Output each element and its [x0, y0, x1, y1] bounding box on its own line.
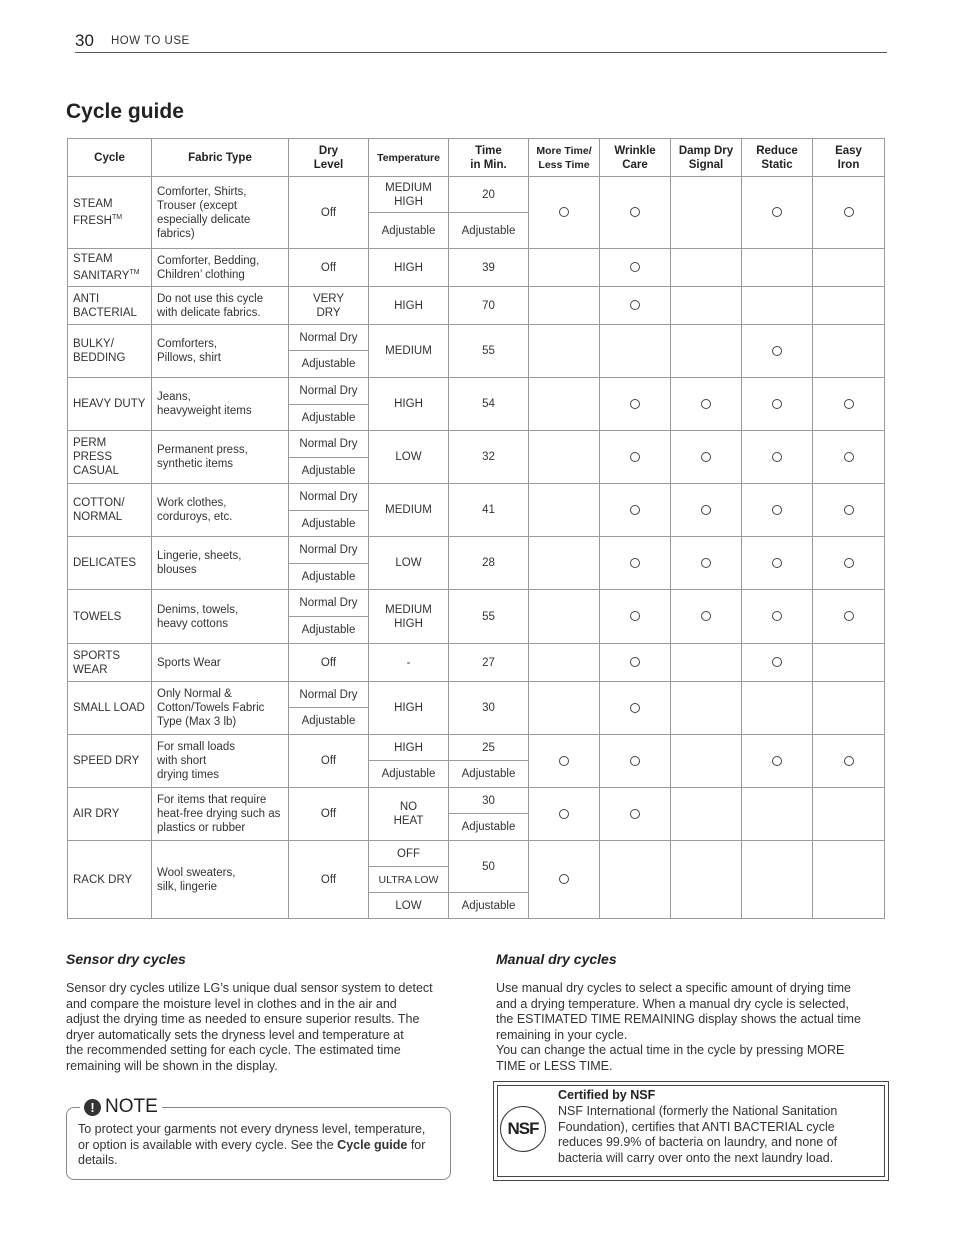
option-cell — [600, 431, 671, 484]
time-cell: 41 — [449, 484, 529, 537]
option-cell — [529, 378, 600, 431]
time-cell: Adjustable — [449, 814, 529, 841]
temperature-cell: HIGH — [369, 378, 449, 431]
option-available-icon — [844, 558, 854, 568]
option-cell — [813, 590, 885, 644]
option-cell — [671, 788, 742, 841]
option-cell — [671, 841, 742, 919]
table-row — [68, 378, 885, 405]
option-cell — [600, 735, 671, 788]
table-row — [68, 788, 885, 814]
temperature-cell: ULTRA LOW — [369, 867, 449, 893]
dry-level-cell: Off — [289, 249, 369, 287]
temperature-cell: LOW — [369, 537, 449, 590]
option-cell — [671, 537, 742, 590]
table-row — [68, 590, 885, 617]
cycle-cell: SPEED DRY — [68, 735, 152, 788]
option-cell — [671, 378, 742, 431]
option-cell — [742, 431, 813, 484]
nsf-text: NSF International (formerly the National Sanitation Foundation), certifies that ANTI BACTERIAL cycle reduces 99.9% of bacteria on laundry, and none of bacteria will carry over onto the next laundry load. — [558, 1104, 838, 1165]
option-cell — [671, 590, 742, 644]
time-cell: 25 — [449, 735, 529, 761]
cycle-cell: BULKY/ BEDDING — [68, 325, 152, 378]
option-cell — [813, 788, 885, 841]
temperature-cell: - — [369, 644, 449, 682]
warning-icon: ! — [84, 1099, 101, 1116]
option-available-icon — [630, 505, 640, 515]
table-row — [68, 325, 885, 351]
option-available-icon — [701, 452, 711, 462]
option-cell — [600, 841, 671, 919]
option-available-icon — [701, 611, 711, 621]
option-available-icon — [701, 558, 711, 568]
option-cell — [671, 735, 742, 788]
option-cell — [600, 177, 671, 249]
fabric-cell: Wool sweaters, silk, lingerie — [152, 841, 289, 919]
time-cell: 70 — [449, 287, 529, 325]
option-cell — [742, 682, 813, 735]
option-cell — [742, 325, 813, 378]
option-cell — [529, 484, 600, 537]
page-title: Cycle guide — [66, 100, 184, 123]
temperature-cell: MEDIUM HIGH — [369, 177, 449, 213]
option-cell — [529, 590, 600, 644]
option-cell — [742, 644, 813, 682]
option-available-icon — [844, 611, 854, 621]
option-cell — [529, 177, 600, 249]
note-title — [80, 1096, 162, 1118]
option-available-icon — [772, 452, 782, 462]
option-cell — [671, 484, 742, 537]
fabric-cell: Denims, towels, heavy cottons — [152, 590, 289, 644]
dry-level-cell: Adjustable — [289, 351, 369, 378]
option-cell — [813, 841, 885, 919]
dry-level-cell: Adjustable — [289, 458, 369, 484]
option-cell — [671, 644, 742, 682]
cycle-cell: AIR DRY — [68, 788, 152, 841]
header-rule — [75, 52, 887, 53]
dry-level-cell: Normal Dry — [289, 378, 369, 405]
dry-level-cell: Off — [289, 735, 369, 788]
dry-level-cell: Off — [289, 644, 369, 682]
manual-heading: Manual dry cycles — [496, 951, 617, 967]
option-available-icon — [844, 452, 854, 462]
option-available-icon — [701, 399, 711, 409]
fabric-cell: Lingerie, sheets, blouses — [152, 537, 289, 590]
dry-level-cell: Off — [289, 177, 369, 249]
option-available-icon — [630, 756, 640, 766]
option-cell — [529, 431, 600, 484]
option-available-icon — [701, 505, 711, 515]
option-available-icon — [630, 703, 640, 713]
header-easy-iron: Easy Iron — [813, 139, 885, 177]
table-row — [68, 537, 885, 564]
option-cell — [813, 325, 885, 378]
option-cell — [813, 431, 885, 484]
cycle-cell: PERM PRESS CASUAL — [68, 431, 152, 484]
fabric-cell: For items that require heat-free drying such as plastics or rubber — [152, 788, 289, 841]
time-cell: 28 — [449, 537, 529, 590]
header-temperature: Temperature — [369, 139, 449, 177]
temperature-cell: HIGH — [369, 735, 449, 761]
nsf-logo-icon: NSF — [500, 1106, 546, 1152]
dry-level-cell: VERY DRY — [289, 287, 369, 325]
note-text: To protect your garments not every dryness level, temperature, or option is available with every cycle. See the Cycle guide for details. — [78, 1122, 426, 1168]
dry-level-cell: Normal Dry — [289, 590, 369, 617]
section-title: HOW TO USE — [111, 35, 190, 47]
cycle-guide-table — [67, 138, 885, 919]
fabric-cell: Comforters, Pillows, shirt — [152, 325, 289, 378]
manual-paragraph: Use manual dry cycles to select a specific amount of drying time and a drying temperature. When a manual dry cycle is selected, the ESTIMATED TIME REMAINING display shows the actual time remaining in your cycle. You can change the actual time in the cycle by pressing MORE TIME or LESS TIME. — [496, 981, 861, 1073]
temperature-cell: Adjustable — [369, 761, 449, 788]
option-cell — [600, 644, 671, 682]
option-cell — [671, 249, 742, 287]
option-available-icon — [630, 452, 640, 462]
option-cell — [600, 249, 671, 287]
option-cell — [600, 484, 671, 537]
option-cell — [529, 325, 600, 378]
temperature-cell: Adjustable — [369, 213, 449, 249]
sensor-heading: Sensor dry cycles — [66, 951, 186, 967]
table-row — [68, 735, 885, 761]
time-cell: 55 — [449, 325, 529, 378]
option-cell — [600, 682, 671, 735]
option-cell — [813, 735, 885, 788]
option-available-icon — [844, 207, 854, 217]
time-cell: 39 — [449, 249, 529, 287]
option-cell — [529, 735, 600, 788]
option-cell — [813, 537, 885, 590]
header-cycle: Cycle — [68, 139, 152, 177]
dry-level-cell: Normal Dry — [289, 682, 369, 708]
option-cell — [671, 682, 742, 735]
option-available-icon — [630, 809, 640, 819]
cycle-cell: ANTI BACTERIAL — [68, 287, 152, 325]
note-title-text: NOTE — [105, 1096, 158, 1117]
option-available-icon — [630, 611, 640, 621]
header-time: Time in Min. — [449, 139, 529, 177]
option-cell — [742, 537, 813, 590]
fabric-cell: Jeans, heavyweight items — [152, 378, 289, 431]
option-available-icon — [630, 207, 640, 217]
fabric-cell: For small loads with short drying times — [152, 735, 289, 788]
option-available-icon — [772, 505, 782, 515]
option-cell — [813, 177, 885, 249]
table-row — [68, 287, 885, 325]
time-cell: 27 — [449, 644, 529, 682]
option-available-icon — [630, 262, 640, 272]
cycle-cell: SPORTS WEAR — [68, 644, 152, 682]
table-row — [68, 177, 885, 213]
table-row — [68, 841, 885, 867]
option-cell — [671, 177, 742, 249]
time-cell: 32 — [449, 431, 529, 484]
option-cell — [600, 788, 671, 841]
option-available-icon — [559, 809, 569, 819]
option-cell — [742, 249, 813, 287]
temperature-cell: LOW — [369, 893, 449, 919]
fabric-cell: Do not use this cycle with delicate fabrics. — [152, 287, 289, 325]
cycle-cell: DELICATES — [68, 537, 152, 590]
option-available-icon — [772, 207, 782, 217]
table-row — [68, 484, 885, 511]
option-cell — [529, 788, 600, 841]
dry-level-cell: Normal Dry — [289, 537, 369, 564]
option-available-icon — [772, 558, 782, 568]
dry-level-cell: Off — [289, 788, 369, 841]
cycle-cell: STEAM SANITARY™ — [68, 249, 152, 287]
table-row — [68, 682, 885, 708]
dry-level-cell: Off — [289, 841, 369, 919]
temperature-cell: LOW — [369, 431, 449, 484]
time-cell: Adjustable — [449, 893, 529, 919]
dry-level-cell: Adjustable — [289, 708, 369, 735]
fabric-cell: Permanent press, synthetic items — [152, 431, 289, 484]
option-cell — [742, 177, 813, 249]
option-cell — [742, 484, 813, 537]
temperature-cell: OFF — [369, 841, 449, 867]
dry-level-cell: Adjustable — [289, 511, 369, 537]
fabric-cell: Comforter, Bedding, Children’ clothing — [152, 249, 289, 287]
temperature-cell: NO HEAT — [369, 788, 449, 841]
table-row — [68, 644, 885, 682]
option-cell — [813, 378, 885, 431]
temperature-cell: MEDIUM HIGH — [369, 590, 449, 644]
header-wrinkle-care: Wrinkle Care — [600, 139, 671, 177]
header-reduce-static: Reduce Static — [742, 139, 813, 177]
nsf-title: Certified by NSF — [558, 1088, 656, 1102]
time-cell: 55 — [449, 590, 529, 644]
option-cell — [529, 537, 600, 590]
option-available-icon — [844, 399, 854, 409]
header-fabric-type: Fabric Type — [152, 139, 289, 177]
option-cell — [529, 841, 600, 919]
option-cell — [529, 287, 600, 325]
option-cell — [813, 644, 885, 682]
page-number: 30 — [75, 31, 94, 50]
option-available-icon — [772, 399, 782, 409]
option-cell — [742, 788, 813, 841]
time-cell: Adjustable — [449, 213, 529, 249]
option-cell — [671, 431, 742, 484]
option-cell — [813, 682, 885, 735]
option-available-icon — [630, 657, 640, 667]
option-available-icon — [772, 346, 782, 356]
option-available-icon — [772, 756, 782, 766]
time-cell: 54 — [449, 378, 529, 431]
temperature-cell: HIGH — [369, 682, 449, 735]
fabric-cell: Comforter, Shirts, Trouser (except especially delicate fabrics) — [152, 177, 289, 249]
option-cell — [742, 378, 813, 431]
option-cell — [742, 590, 813, 644]
time-cell: Adjustable — [449, 761, 529, 788]
table-row — [68, 249, 885, 287]
sensor-paragraph: Sensor dry cycles utilize LG’s unique dual sensor system to detect and compare the moisture level in clothes and in the air and adjust the drying time as needed to ensure superior results. The dryer automatically sets the dryness level and temperature at the recommended setting for each cycle. The estimated time remaining will be shown in the display. — [66, 981, 433, 1073]
option-cell — [600, 287, 671, 325]
header-more-less-time: More Time/ Less Time — [529, 139, 600, 177]
dry-level-cell: Adjustable — [289, 564, 369, 590]
option-cell — [813, 287, 885, 325]
option-cell — [529, 249, 600, 287]
option-cell — [813, 484, 885, 537]
option-cell — [742, 287, 813, 325]
option-cell — [600, 378, 671, 431]
cycle-cell: COTTON/ NORMAL — [68, 484, 152, 537]
table-row — [68, 431, 885, 458]
cycle-cell: STEAM FRESH™ — [68, 177, 152, 249]
cycle-guide-reference: Cycle guide — [337, 1137, 408, 1152]
time-cell: 50 — [449, 841, 529, 893]
cycle-cell: RACK DRY — [68, 841, 152, 919]
option-available-icon — [559, 207, 569, 217]
option-cell — [742, 841, 813, 919]
option-cell — [600, 537, 671, 590]
dry-level-cell: Normal Dry — [289, 484, 369, 511]
option-available-icon — [559, 756, 569, 766]
option-available-icon — [630, 399, 640, 409]
fabric-cell: Work clothes, corduroys, etc. — [152, 484, 289, 537]
cycle-cell: HEAVY DUTY — [68, 378, 152, 431]
option-available-icon — [844, 505, 854, 515]
temperature-cell: HIGH — [369, 249, 449, 287]
time-cell: 20 — [449, 177, 529, 213]
dry-level-cell: Adjustable — [289, 405, 369, 431]
fabric-cell: Sports Wear — [152, 644, 289, 682]
dry-level-cell: Normal Dry — [289, 325, 369, 351]
header-damp-dry-signal: Damp Dry Signal — [671, 139, 742, 177]
temperature-cell: MEDIUM — [369, 484, 449, 537]
table-header-row — [68, 139, 885, 177]
option-cell — [529, 682, 600, 735]
option-available-icon — [772, 657, 782, 667]
time-cell: 30 — [449, 788, 529, 814]
option-available-icon — [844, 756, 854, 766]
option-cell — [671, 287, 742, 325]
cycle-cell: SMALL LOAD — [68, 682, 152, 735]
option-available-icon — [630, 300, 640, 310]
option-cell — [813, 249, 885, 287]
option-available-icon — [630, 558, 640, 568]
option-available-icon — [559, 874, 569, 884]
fabric-cell: Only Normal & Cotton/Towels Fabric Type (Max 3 lb) — [152, 682, 289, 735]
temperature-cell: MEDIUM — [369, 325, 449, 378]
dry-level-cell: Adjustable — [289, 617, 369, 644]
cycle-cell: TOWELS — [68, 590, 152, 644]
header-dry-level: Dry Level — [289, 139, 369, 177]
option-cell — [742, 735, 813, 788]
dry-level-cell: Normal Dry — [289, 431, 369, 458]
option-cell — [600, 590, 671, 644]
option-cell — [671, 325, 742, 378]
time-cell: 30 — [449, 682, 529, 735]
option-cell — [600, 325, 671, 378]
option-available-icon — [772, 611, 782, 621]
option-cell — [529, 644, 600, 682]
temperature-cell: HIGH — [369, 287, 449, 325]
